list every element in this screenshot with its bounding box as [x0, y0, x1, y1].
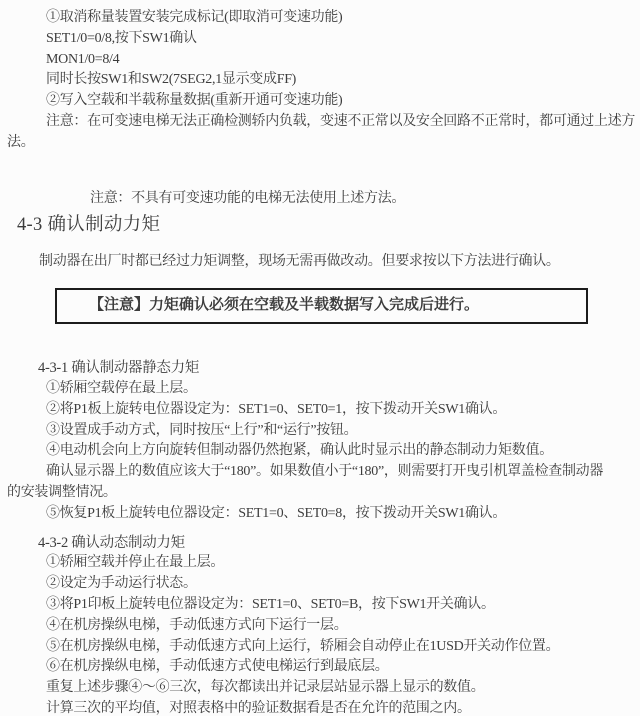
dynamic-step-2: ②设定为手动运行状态。: [46, 576, 197, 592]
weighing-procedure-block: [0, 0, 640, 154]
mon-value-line: MON1/0=8/4: [46, 51, 120, 67]
notice-box: [55, 288, 588, 324]
dynamic-torque-steps: [0, 553, 640, 716]
section-4-3-intro: 制动器在出厂时都已经过力矩调整，现场无需再做改动。但要求按以下方法进行确认。: [39, 254, 560, 270]
notice-box-text: 【注意】力矩确认必须在空载及半载数据写入完成后进行。: [89, 297, 480, 314]
static-step-1: ①轿厢空载停在最上层。: [46, 380, 197, 396]
set-confirm-line: SET1/0=0/8,按下SW1确认: [46, 30, 197, 46]
step-cancel-mark: ①取消称量装置安装完成标记(即取消可变速功能): [46, 10, 343, 25]
average-note: 计算三次的平均值，对照表格中的验证数据看是否在允许的范围之内。: [46, 700, 471, 716]
dynamic-step-6: ⑥在机房操纵电梯，手动低速方式使电梯运行到最底层。: [46, 659, 389, 675]
section-heading-4-3: 4-3 确认制动力矩: [17, 215, 161, 236]
repeat-note: 重复上述步骤④～⑥三次，每次都读出并记录层站显示器上显示的数值。: [46, 680, 485, 696]
dynamic-step-5: ⑤在机房操纵电梯，手动低速方式向上运行，轿厢会自动停止在1USD开关动作位置。: [46, 638, 560, 654]
note-wrap-line2: 法。: [7, 134, 35, 150]
static-torque-steps: [0, 379, 640, 525]
dynamic-step-4: ④在机房操纵电梯，手动低速方式向下运行一层。: [46, 617, 348, 633]
dynamic-step-3: ③将P1印板上旋转电位器设定为：SET1=0、SET0=B，按下SW1开关确认。: [46, 596, 495, 612]
no-variable-speed-note: 注意：不具有可变速功能的电梯无法使用上述方法。: [90, 190, 406, 206]
note-wrap-line1: 注意：在可变速电梯无法正确检测轿内负载，变速不正常以及安全回路不正常时，都可通过上述方: [46, 113, 636, 129]
static-step-4: ④电动机会向上方向旋转但制动器仍然抱紧，确认此时显示出的静态制动力矩数值。: [46, 443, 553, 459]
dynamic-step-1: ①轿厢空载并停止在最上层。: [46, 555, 225, 571]
subsection-heading-4-3-2: 4-3-2 确认动态制动力矩: [38, 534, 185, 551]
subsection-heading-4-3-1: 4-3-1 确认制动器静态力矩: [38, 360, 200, 377]
static-check-line2: 的安装调整情况。: [7, 484, 117, 500]
static-check-line1: 确认显示器上的数值应该大于“180”。如果数值小于“180”，则需要打开曳引机罩盖检查制动器: [46, 464, 604, 480]
long-press-line: 同时长按SW1和SW2(7SEG2,1显示变成FF): [46, 72, 297, 88]
step-write-data: ②写入空载和半载称量数据(重新开通可变速功能): [46, 93, 343, 109]
static-step-3: ③设置成手动方式，同时按压“上行”和“运行”按钮。: [46, 422, 358, 438]
static-step-5: ⑤恢复P1板上旋转电位器设定：SET1=0、SET0=8，按下拨动开关SW1确认。: [46, 505, 507, 521]
static-step-2: ②将P1板上旋转电位器设定为：SET1=0、SET0=1，按下拨动开关SW1确认。: [46, 401, 507, 417]
